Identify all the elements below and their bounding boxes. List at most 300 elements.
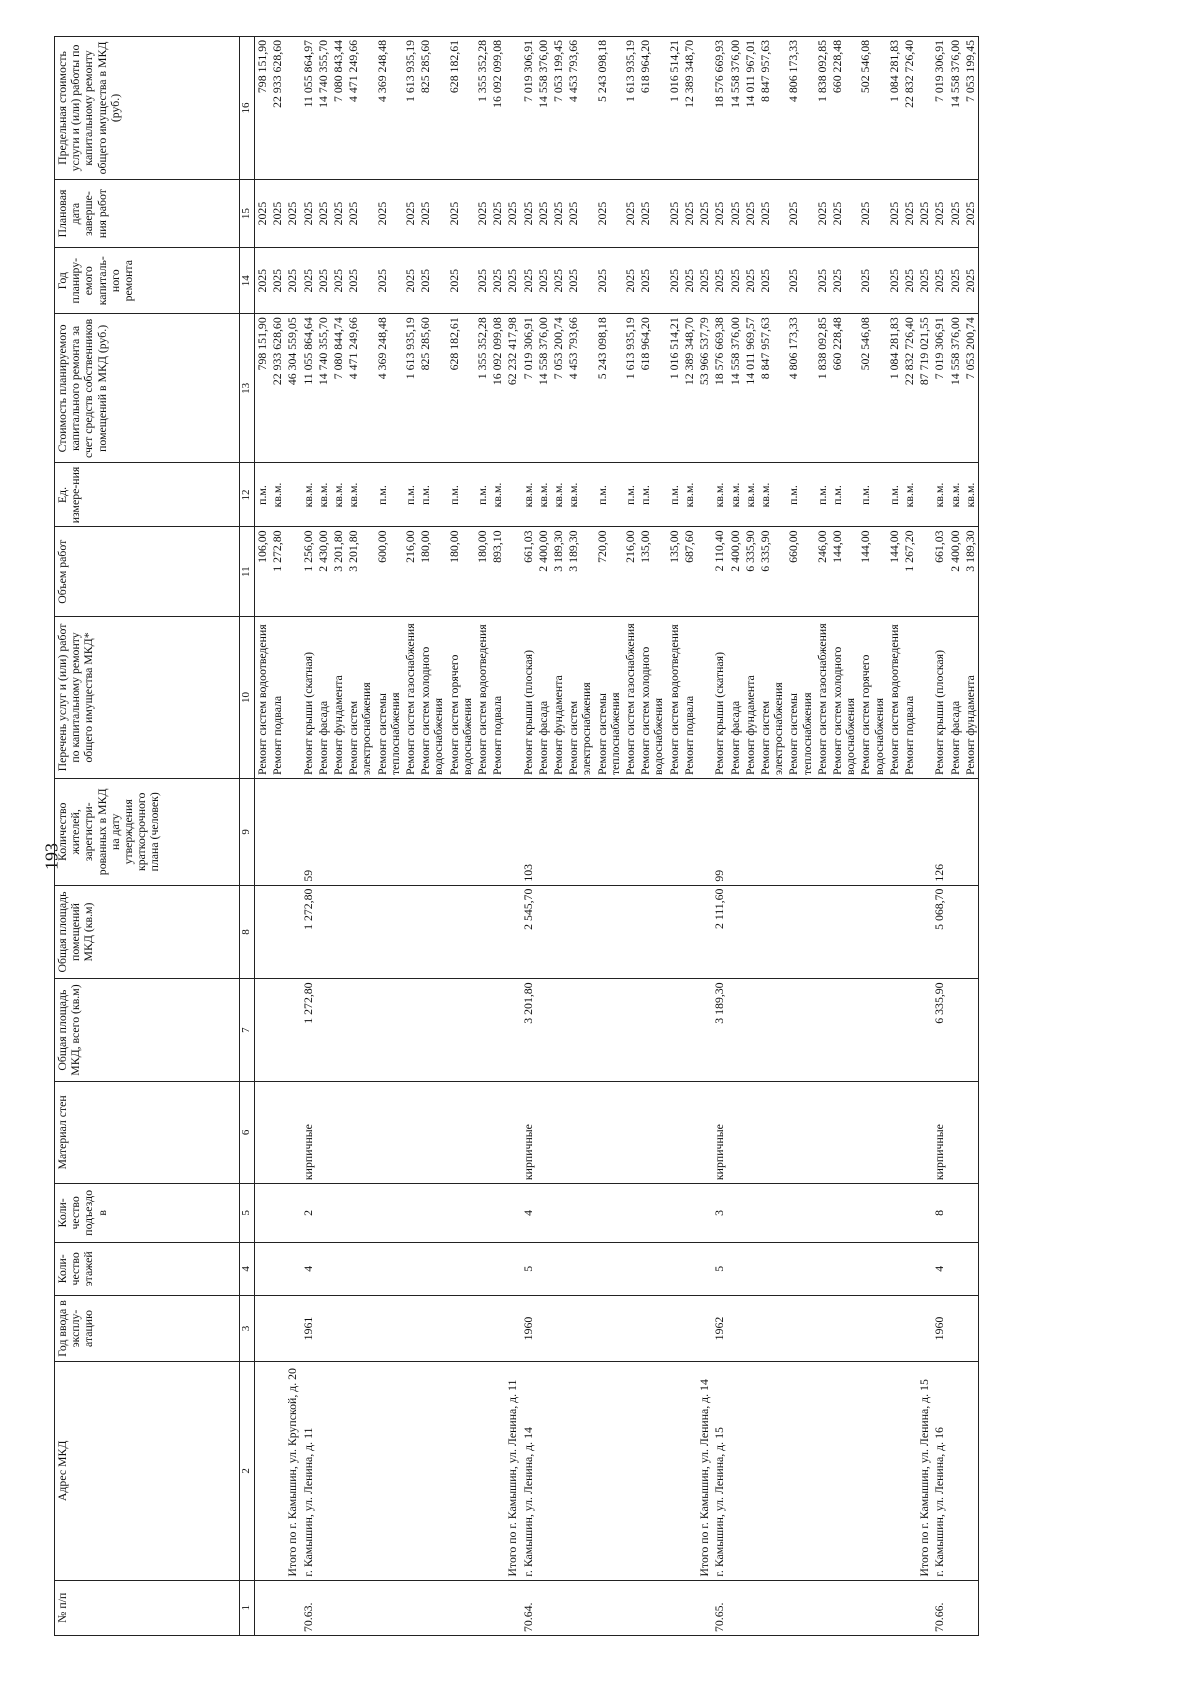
cell-col-5	[948, 1184, 963, 1243]
cell-col-4	[743, 1242, 758, 1295]
cell-col-6: кирпичные	[301, 1081, 316, 1183]
column-number-1: 1	[240, 1580, 255, 1635]
cell-col-12	[917, 463, 932, 527]
cell-col-7	[418, 979, 446, 1081]
cell-col-9	[285, 779, 300, 886]
cell-col-13: 14 558 376,00	[728, 314, 743, 463]
cell-col-6	[667, 1081, 682, 1183]
cell-col-8	[728, 885, 743, 979]
cell-col-13: 7 053 200,74	[551, 314, 566, 463]
cell-col-13: 1 613 935,19	[623, 314, 638, 463]
cell-col-6	[418, 1081, 446, 1183]
cell-col-9	[917, 779, 932, 886]
cell-col-8	[316, 885, 331, 979]
cell-col-5	[887, 1184, 902, 1243]
cell-col-11: 660,00	[786, 527, 814, 617]
cell-col-6: кирпичные	[521, 1081, 536, 1183]
cell-col-15: 2025	[932, 179, 947, 247]
cell-col-11: 1 267,20	[902, 527, 917, 617]
cell-col-9	[963, 779, 979, 886]
table-row	[815, 37, 830, 1636]
cell-col-9	[697, 779, 712, 886]
cell-col-16: 14 558 376,00	[728, 37, 743, 180]
cell-col-6: кирпичные	[932, 1081, 947, 1183]
column-header-16: Предельная стоимость услуги и (или) работы по капитальному ремонту общего имущества в МКД (руб.)	[55, 37, 240, 180]
cell-col-13: 5 243 098,18	[595, 314, 623, 463]
cell-col-14: 2025	[490, 248, 505, 314]
cell-col-6	[551, 1081, 566, 1183]
cell-col-12: п.м.	[815, 463, 830, 527]
cell-col-12: кв.м.	[902, 463, 917, 527]
cell-col-13: 4 453 793,66	[566, 314, 594, 463]
cell-col-13: 1 355 352,28	[475, 314, 490, 463]
cell-col-16	[285, 37, 300, 180]
table-row	[270, 37, 285, 1636]
table-row	[375, 37, 403, 1636]
column-header-9: Количество жителей, зарегистри-рованных в МКД на дату утверждения краткосрочного плана (человек)	[55, 779, 240, 886]
cell-col-4: 5	[521, 1242, 536, 1295]
table-row	[963, 37, 979, 1636]
cell-col-10: Ремонт фасада	[948, 616, 963, 778]
cell-col-3	[447, 1295, 475, 1361]
cell-col-15: 2025	[490, 179, 505, 247]
cell-col-8	[475, 885, 490, 979]
column-header-12: Ед. измере-ния	[55, 463, 240, 527]
cell-col-1	[447, 1580, 475, 1635]
cell-col-3	[255, 1295, 271, 1361]
cell-col-7	[638, 979, 666, 1081]
cell-col-7	[255, 979, 271, 1081]
cell-col-11: 893,10	[490, 527, 505, 617]
cell-col-4	[948, 1242, 963, 1295]
cell-col-11: 180,00	[418, 527, 446, 617]
cell-col-7	[743, 979, 758, 1081]
cell-col-16: 18 576 669,93	[712, 37, 727, 180]
cell-col-14: 2025	[536, 248, 551, 314]
cell-col-10: Ремонт систем газоснабжения	[623, 616, 638, 778]
cell-col-7	[786, 979, 814, 1081]
cell-col-6	[830, 1081, 858, 1183]
cell-col-13: 825 285,60	[418, 314, 446, 463]
column-number-13: 13	[240, 314, 255, 463]
cell-col-2	[566, 1362, 594, 1581]
cell-col-13: 1 838 092,85	[815, 314, 830, 463]
cell-col-11	[285, 527, 300, 617]
cell-col-11: 135,00	[667, 527, 682, 617]
cell-col-7	[948, 979, 963, 1081]
cell-col-9	[858, 779, 886, 886]
cell-col-9	[830, 779, 858, 886]
cell-col-8	[566, 885, 594, 979]
cell-col-16: 1 016 514,21	[667, 37, 682, 180]
cell-col-10: Ремонт фундамента	[331, 616, 346, 778]
capital-repair-table	[54, 36, 979, 1636]
cell-col-7	[566, 979, 594, 1081]
cell-col-2	[638, 1362, 666, 1581]
cell-col-1: 70.64.	[521, 1580, 536, 1635]
table-row	[521, 37, 536, 1636]
cell-col-4	[505, 1242, 520, 1295]
cell-col-2	[316, 1362, 331, 1581]
cell-col-1	[331, 1580, 346, 1635]
cell-col-6	[623, 1081, 638, 1183]
column-header-11: Объем работ	[55, 527, 240, 617]
table-row	[301, 37, 316, 1636]
cell-col-5	[255, 1184, 271, 1243]
column-number-10: 10	[240, 616, 255, 778]
cell-col-5	[551, 1184, 566, 1243]
cell-col-13: 7 019 306,91	[932, 314, 947, 463]
cell-col-2	[682, 1362, 697, 1581]
cell-col-7	[697, 979, 712, 1081]
table-row	[331, 37, 346, 1636]
cell-col-14: 2025	[932, 248, 947, 314]
cell-col-16: 7 019 306,91	[521, 37, 536, 180]
cell-col-6	[403, 1081, 418, 1183]
cell-col-6	[375, 1081, 403, 1183]
cell-col-2	[667, 1362, 682, 1581]
cell-col-15: 2025	[595, 179, 623, 247]
cell-col-4: 4	[932, 1242, 947, 1295]
cell-col-3	[948, 1295, 963, 1361]
cell-col-11: 2 110,40	[712, 527, 727, 617]
cell-col-9	[948, 779, 963, 886]
cell-col-4	[566, 1242, 594, 1295]
cell-col-6	[758, 1081, 786, 1183]
cell-col-15: 2025	[902, 179, 917, 247]
cell-col-12	[697, 463, 712, 527]
cell-col-14: 2025	[285, 248, 300, 314]
cell-col-2	[728, 1362, 743, 1581]
cell-col-12: кв.м.	[932, 463, 947, 527]
column-number-8: 8	[240, 885, 255, 979]
cell-col-4	[270, 1242, 285, 1295]
cell-col-8: 2 111,60	[712, 885, 727, 979]
column-header-3: Год ввода в эксплу-атацию	[55, 1295, 240, 1361]
cell-col-13: 16 092 099,08	[490, 314, 505, 463]
cell-col-12: п.м.	[418, 463, 446, 527]
cell-col-16: 7 053 199,45	[963, 37, 979, 180]
cell-col-7	[728, 979, 743, 1081]
cell-col-7: 3 189,30	[712, 979, 727, 1081]
cell-col-13: 1 613 935,19	[403, 314, 418, 463]
cell-col-10: Ремонт систем газоснабжения	[815, 616, 830, 778]
cell-col-10: Ремонт систем горячего водоснабжения	[447, 616, 475, 778]
cell-col-3	[475, 1295, 490, 1361]
column-header-4: Коли-чество этажей	[55, 1242, 240, 1295]
cell-col-12: п.м.	[786, 463, 814, 527]
cell-col-15: 2025	[505, 179, 520, 247]
cell-col-4: 5	[712, 1242, 727, 1295]
table-row	[948, 37, 963, 1636]
cell-col-11: 3 201,80	[331, 527, 346, 617]
cell-col-1	[505, 1580, 520, 1635]
cell-col-7	[316, 979, 331, 1081]
cell-col-8	[331, 885, 346, 979]
cell-col-5	[490, 1184, 505, 1243]
cell-col-11	[505, 527, 520, 617]
cell-col-13: 1 084 281,83	[887, 314, 902, 463]
cell-col-9	[902, 779, 917, 886]
cell-col-6	[638, 1081, 666, 1183]
cell-col-14: 2025	[963, 248, 979, 314]
cell-col-3	[505, 1295, 520, 1361]
cell-col-9	[270, 779, 285, 886]
cell-col-12: кв.м.	[712, 463, 727, 527]
cell-col-11: 135,00	[638, 527, 666, 617]
cell-col-9	[786, 779, 814, 886]
cell-col-8	[858, 885, 886, 979]
cell-col-8	[815, 885, 830, 979]
cell-col-2	[403, 1362, 418, 1581]
cell-col-7	[331, 979, 346, 1081]
cell-col-11	[917, 527, 932, 617]
table-row	[638, 37, 666, 1636]
cell-col-15: 2025	[758, 179, 786, 247]
cell-col-1	[815, 1580, 830, 1635]
cell-col-7	[285, 979, 300, 1081]
cell-col-7: 1 272,80	[301, 979, 316, 1081]
cell-col-9: 103	[521, 779, 536, 886]
cell-col-3	[346, 1295, 374, 1361]
cell-col-9	[490, 779, 505, 886]
cell-col-9	[505, 779, 520, 886]
cell-col-1	[475, 1580, 490, 1635]
cell-col-1	[743, 1580, 758, 1635]
column-number-3: 3	[240, 1295, 255, 1361]
table-row	[475, 37, 490, 1636]
column-number-row	[240, 37, 255, 1636]
cell-col-12: кв.м.	[536, 463, 551, 527]
cell-col-2	[447, 1362, 475, 1581]
table-row	[566, 37, 594, 1636]
cell-col-1	[830, 1580, 858, 1635]
cell-col-5	[682, 1184, 697, 1243]
cell-col-16: 14 558 376,00	[948, 37, 963, 180]
cell-col-14: 2025	[743, 248, 758, 314]
cell-col-1	[758, 1580, 786, 1635]
cell-col-12	[285, 463, 300, 527]
column-number-12: 12	[240, 463, 255, 527]
cell-col-2	[948, 1362, 963, 1581]
cell-col-3	[697, 1295, 712, 1361]
cell-col-8	[638, 885, 666, 979]
cell-col-10: Ремонт систем электроснабжения	[346, 616, 374, 778]
cell-col-12: кв.м.	[551, 463, 566, 527]
cell-col-7	[551, 979, 566, 1081]
cell-col-2: г. Камышин, ул. Ленина, д. 11	[301, 1362, 316, 1581]
cell-col-2	[758, 1362, 786, 1581]
cell-col-10: Ремонт крыши (плоская)	[521, 616, 536, 778]
cell-col-11	[697, 527, 712, 617]
cell-col-1	[536, 1580, 551, 1635]
column-number-7: 7	[240, 979, 255, 1081]
cell-col-16: 16 092 099,08	[490, 37, 505, 180]
cell-col-4	[595, 1242, 623, 1295]
table-row	[551, 37, 566, 1636]
total-row	[285, 37, 300, 1636]
cell-col-10: Ремонт системы теплоснабжения	[375, 616, 403, 778]
cell-col-16: 618 964,20	[638, 37, 666, 180]
cell-col-16: 4 806 173,33	[786, 37, 814, 180]
cell-col-3: 1962	[712, 1295, 727, 1361]
cell-col-7	[403, 979, 418, 1081]
cell-col-4	[346, 1242, 374, 1295]
cell-col-9	[682, 779, 697, 886]
cell-col-3	[743, 1295, 758, 1361]
cell-col-15: 2025	[551, 179, 566, 247]
cell-col-14: 2025	[375, 248, 403, 314]
cell-col-9	[403, 779, 418, 886]
cell-col-7	[270, 979, 285, 1081]
cell-col-7	[475, 979, 490, 1081]
table-row	[758, 37, 786, 1636]
cell-col-6	[505, 1081, 520, 1183]
cell-col-1	[638, 1580, 666, 1635]
cell-col-14: 2025	[623, 248, 638, 314]
cell-col-2	[595, 1362, 623, 1581]
cell-col-14: 2025	[917, 248, 932, 314]
cell-col-14: 2025	[948, 248, 963, 314]
cell-col-1	[403, 1580, 418, 1635]
cell-col-4	[418, 1242, 446, 1295]
cell-col-1	[316, 1580, 331, 1635]
cell-col-9	[595, 779, 623, 886]
table-row	[858, 37, 886, 1636]
cell-col-13: 4 471 249,66	[346, 314, 374, 463]
cell-col-13: 628 182,61	[447, 314, 475, 463]
cell-col-9	[551, 779, 566, 886]
cell-col-9	[638, 779, 666, 886]
cell-col-11: 687,60	[682, 527, 697, 617]
column-header-13: Стоимость планируемого капитального ремонта за счет средств собственников помещений в МКД (руб.)	[55, 314, 240, 463]
cell-col-7: 3 201,80	[521, 979, 536, 1081]
table-row	[786, 37, 814, 1636]
cell-col-13: 4 369 248,48	[375, 314, 403, 463]
table-row	[932, 37, 947, 1636]
cell-col-6	[566, 1081, 594, 1183]
cell-col-5: 4	[521, 1184, 536, 1243]
cell-col-16: 1 838 092,85	[815, 37, 830, 180]
cell-col-10: Ремонт систем водоотведения	[255, 616, 271, 778]
cell-col-6	[475, 1081, 490, 1183]
column-header-1: № п/п	[55, 1580, 240, 1635]
cell-col-3	[331, 1295, 346, 1361]
cell-col-2	[475, 1362, 490, 1581]
cell-col-14: 2025	[728, 248, 743, 314]
cell-col-13: 798 151,90	[255, 314, 271, 463]
cell-col-11: 216,00	[623, 527, 638, 617]
cell-col-14: 2025	[447, 248, 475, 314]
cell-col-15: 2025	[858, 179, 886, 247]
rotated-table-container	[54, 36, 1154, 1636]
cell-col-7	[623, 979, 638, 1081]
cell-col-7	[490, 979, 505, 1081]
cell-col-2	[623, 1362, 638, 1581]
cell-col-16: 22 933 628,60	[270, 37, 285, 180]
cell-col-5	[667, 1184, 682, 1243]
cell-col-2	[551, 1362, 566, 1581]
column-header-10: Перечень услуг и (или) работ по капитальному ремонту общего имущества МКД*	[55, 616, 240, 778]
cell-col-15: 2025	[255, 179, 271, 247]
cell-col-2	[743, 1362, 758, 1581]
cell-col-8	[917, 885, 932, 979]
cell-col-8: 1 272,80	[301, 885, 316, 979]
cell-col-8	[346, 885, 374, 979]
cell-col-4	[638, 1242, 666, 1295]
cell-col-9: 126	[932, 779, 947, 886]
cell-col-2	[887, 1362, 902, 1581]
cell-col-10: Ремонт системы теплоснабжения	[786, 616, 814, 778]
cell-col-14: 2025	[667, 248, 682, 314]
cell-col-12: кв.м.	[948, 463, 963, 527]
cell-col-3	[418, 1295, 446, 1361]
cell-col-11: 3 189,30	[963, 527, 979, 617]
cell-col-11: 144,00	[858, 527, 886, 617]
cell-col-8: 2 545,70	[521, 885, 536, 979]
cell-col-9	[758, 779, 786, 886]
column-number-4: 4	[240, 1242, 255, 1295]
column-header-5: Коли-чество подъездо в	[55, 1184, 240, 1243]
cell-col-6	[887, 1081, 902, 1183]
cell-col-7	[917, 979, 932, 1081]
cell-col-7	[963, 979, 979, 1081]
column-number-15: 15	[240, 179, 255, 247]
cell-col-5	[270, 1184, 285, 1243]
table-row	[682, 37, 697, 1636]
cell-col-15: 2025	[963, 179, 979, 247]
cell-col-7	[887, 979, 902, 1081]
cell-col-9	[815, 779, 830, 886]
cell-col-16	[917, 37, 932, 180]
cell-col-1	[667, 1580, 682, 1635]
cell-col-4	[331, 1242, 346, 1295]
cell-col-5	[638, 1184, 666, 1243]
column-number-6: 6	[240, 1081, 255, 1183]
cell-col-2	[418, 1362, 446, 1581]
cell-col-14: 2025	[830, 248, 858, 314]
table-row	[623, 37, 638, 1636]
cell-col-11: 1 256,00	[301, 527, 316, 617]
cell-col-8	[270, 885, 285, 979]
cell-col-3	[963, 1295, 979, 1361]
cell-col-5	[728, 1184, 743, 1243]
cell-col-12: кв.м.	[316, 463, 331, 527]
cell-col-13: 62 232 417,98	[505, 314, 520, 463]
cell-col-13: 7 053 200,74	[963, 314, 979, 463]
cell-col-5	[815, 1184, 830, 1243]
cell-col-8	[285, 885, 300, 979]
cell-col-10: Ремонт подвала	[270, 616, 285, 778]
cell-col-3	[887, 1295, 902, 1361]
cell-col-13: 502 546,08	[858, 314, 886, 463]
cell-col-2	[786, 1362, 814, 1581]
cell-col-2	[830, 1362, 858, 1581]
cell-col-4	[667, 1242, 682, 1295]
cell-col-16: 7 053 199,45	[551, 37, 566, 180]
cell-col-4	[375, 1242, 403, 1295]
cell-col-13: 22 933 628,60	[270, 314, 285, 463]
cell-col-11: 1 272,80	[270, 527, 285, 617]
cell-col-6	[728, 1081, 743, 1183]
cell-col-14: 2025	[902, 248, 917, 314]
cell-col-12: кв.м.	[566, 463, 594, 527]
cell-col-4	[786, 1242, 814, 1295]
cell-col-14: 2025	[758, 248, 786, 314]
cell-col-5: 2	[301, 1184, 316, 1243]
cell-col-6	[255, 1081, 271, 1183]
cell-col-15: 2025	[728, 179, 743, 247]
